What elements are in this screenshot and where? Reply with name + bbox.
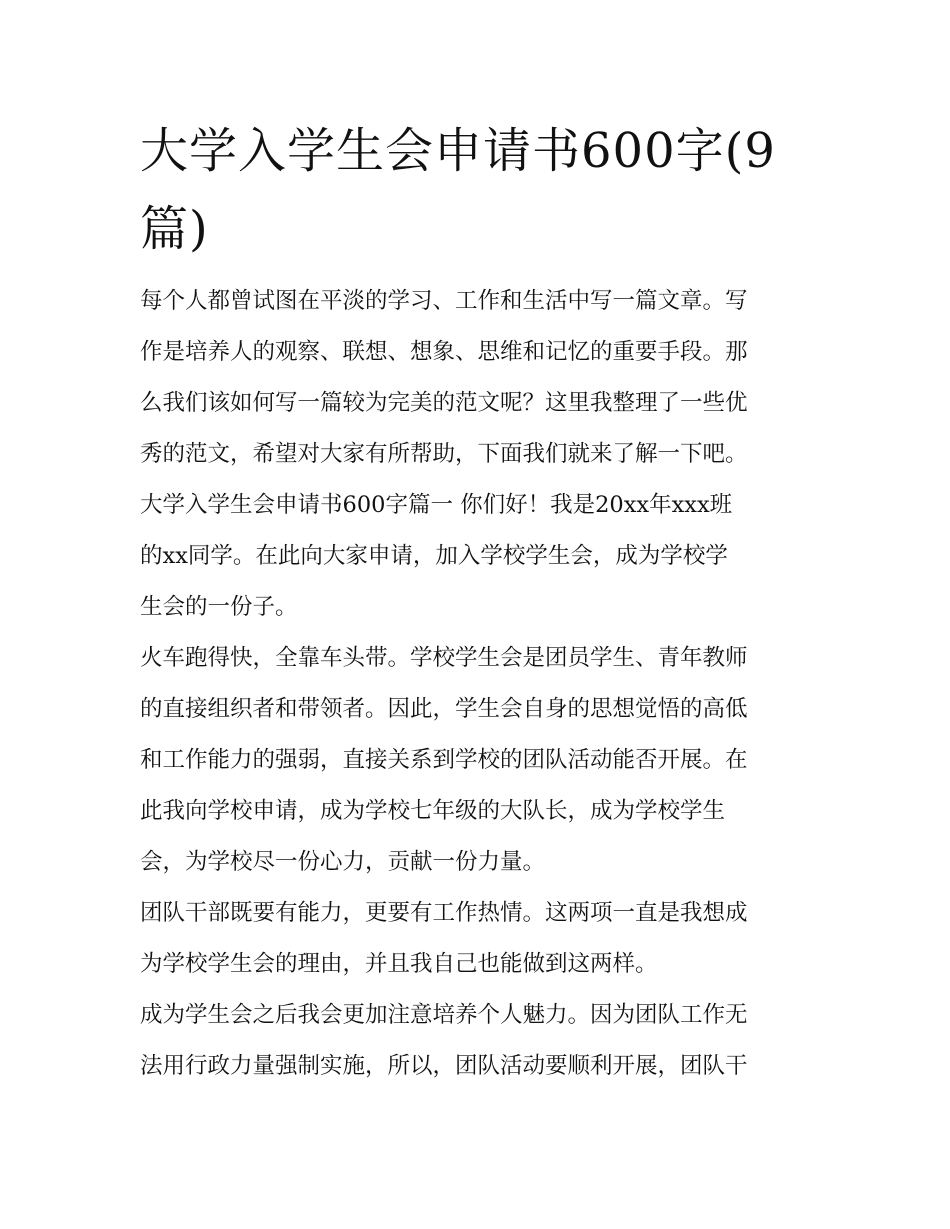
body-line: 大学入学生会申请书600字篇一 你们好！我是20xx年xxx班 [140,492,733,518]
body-line: 成为学生会之后我会更加注意培养个人魅力。因为团队工作无 [140,1002,748,1028]
body-line: 法用行政力量强制实施，所以，团队活动要顺利开展，团队干 [140,1053,748,1079]
document-title: 大学入学生会申请书600字(9篇) [140,123,776,257]
body-line: 团队干部既要有能力，更要有工作热情。这两项一直是我想成 [140,900,748,926]
body-line: 此我向学校申请，成为学校七年级的大队长，成为学校学生 [140,798,726,824]
body-line: 和工作能力的强弱，直接关系到学校的团队活动能否开展。在 [140,747,748,773]
body-line: 火车跑得快，全靠车头带。学校学生会是团员学生、青年教师 [140,645,748,671]
body-line: 的xx同学。在此向大家申请，加入学校学生会，成为学校学 [140,543,728,569]
body-line: 生会的一份子。 [140,594,298,620]
body-line: 么我们该如何写一篇较为完美的范文呢？这里我整理了一些优 [140,390,748,416]
body-line: 的直接组织者和带领者。因此，学生会自身的思想觉悟的高低 [140,696,748,722]
body-line: 作是培养人的观察、联想、想象、思维和记忆的重要手段。那 [140,339,748,365]
body-line: 会，为学校尽一份心力，贡献一份力量。 [140,849,546,875]
body-line: 秀的范文，希望对大家有所帮助，下面我们就来了解一下吧。 [140,441,748,467]
body-line: 为学校学生会的理由，并且我自己也能做到这两样。 [140,951,658,977]
body-line: 每个人都曾试图在平淡的学习、工作和生活中写一篇文章。写 [140,288,748,314]
